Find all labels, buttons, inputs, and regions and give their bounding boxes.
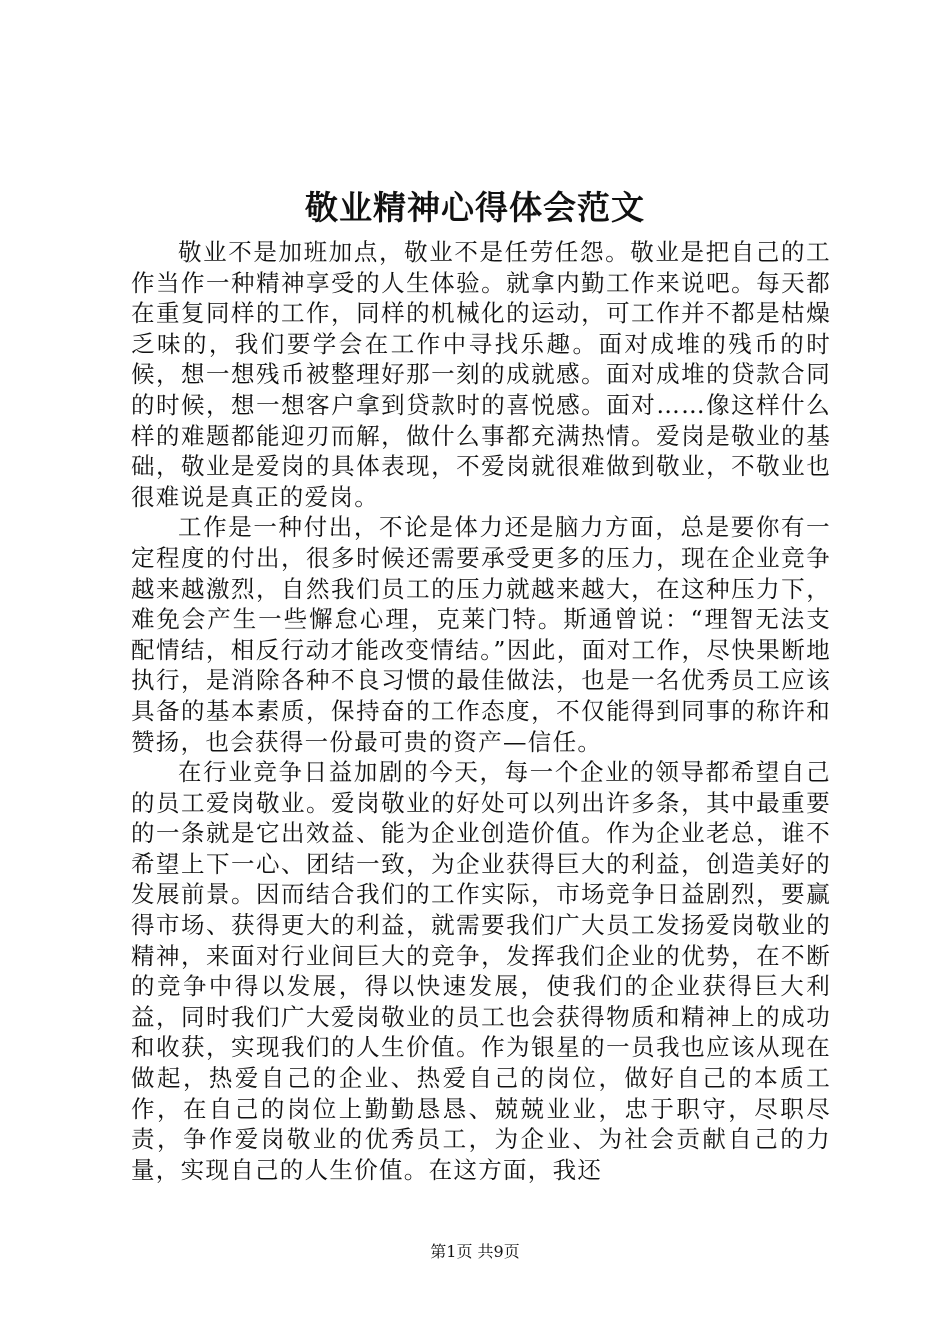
document-body [131,237,831,1185]
paragraph-2: 工作是一种付出，不论是体力还是脑力方面，总是要你有一定程度的付出，很多时候还需要承受更多的压力，现在企业竞争越来越激烈，自然我们员工的压力就越来越大，在这种压力下，难免会产生一些懈怠心理，克莱门特。斯通曾说：“理智无法支配情结，相反行动才能改变情结。”因此，面对工作，尽快果断地执行，是消除各种不良习惯的最佳做法，也是一名优秀员工应该具备的基本素质，保持奋的工作态度，不仅能得到同事的称许和赞扬，也会获得一份最可贵的资产—信任。 [131,513,831,756]
paragraph-1: 敬业不是加班加点，敬业不是任劳任怨。敬业是把自己的工作当作一种精神享受的人生体验。就拿内勤工作来说吧。每天都在重复同样的工作，同样的机械化的运动，可工作并不都是枯燥乏味的，我们要学会在工作中寻找乐趣。面对成堆的残币的时候，想一想残币被整理好那一刻的成就感。面对成堆的贷款合同的时候，想一想客户拿到贷款时的喜悦感。面对……像这样什么样的难题都能迎刃而解，做什么事都充满热情。爱岗是敬业的基础，敬业是爱岗的具体表现，不爱岗就很难做到敬业，不敬业也很难说是真正的爱岗。 [131,238,831,511]
document-title: 敬业精神心得体会范文 [305,188,645,227]
paragraph-3: 在行业竞争日益加剧的今天，每一个企业的领导都希望自己的员工爱岗敬业。爱岗敬业的好处可以列出许多条，其中最重要的一条就是它出效益、能为企业创造价值。作为企业老总，谁不希望上下一心、团结一致，为企业获得巨大的利益，创造美好的发展前景。因而结合我们的工作实际，市场竞争日益剧烈，要赢得市场、获得更大的利益，就需要我们广大员工发扬爱岗敬业的精神，来面对行业间巨大的竞争，发挥我们企业的优势，在不断的竞争中得以发展，得以快速发展，使我们的企业获得巨大利益，同时我们广大爱岗敬业的员工也会获得物质和精神上的成功和收获，实现我们的人生价值。作为银星的一员我也应该从现在做起，热爱自己的企业、热爱自己的岗位，做好自己的本质工作，在自己的岗位上勤勤恳恳、兢兢业业，忠于职守，尽职尽责，争作爱岗敬业的优秀员工，为企业、为社会贡献自己的力量，实现自己的人生价值。在这方面，我还 [131,758,831,1184]
page-number-footer: 第1页 共9页 [430,1242,520,1261]
